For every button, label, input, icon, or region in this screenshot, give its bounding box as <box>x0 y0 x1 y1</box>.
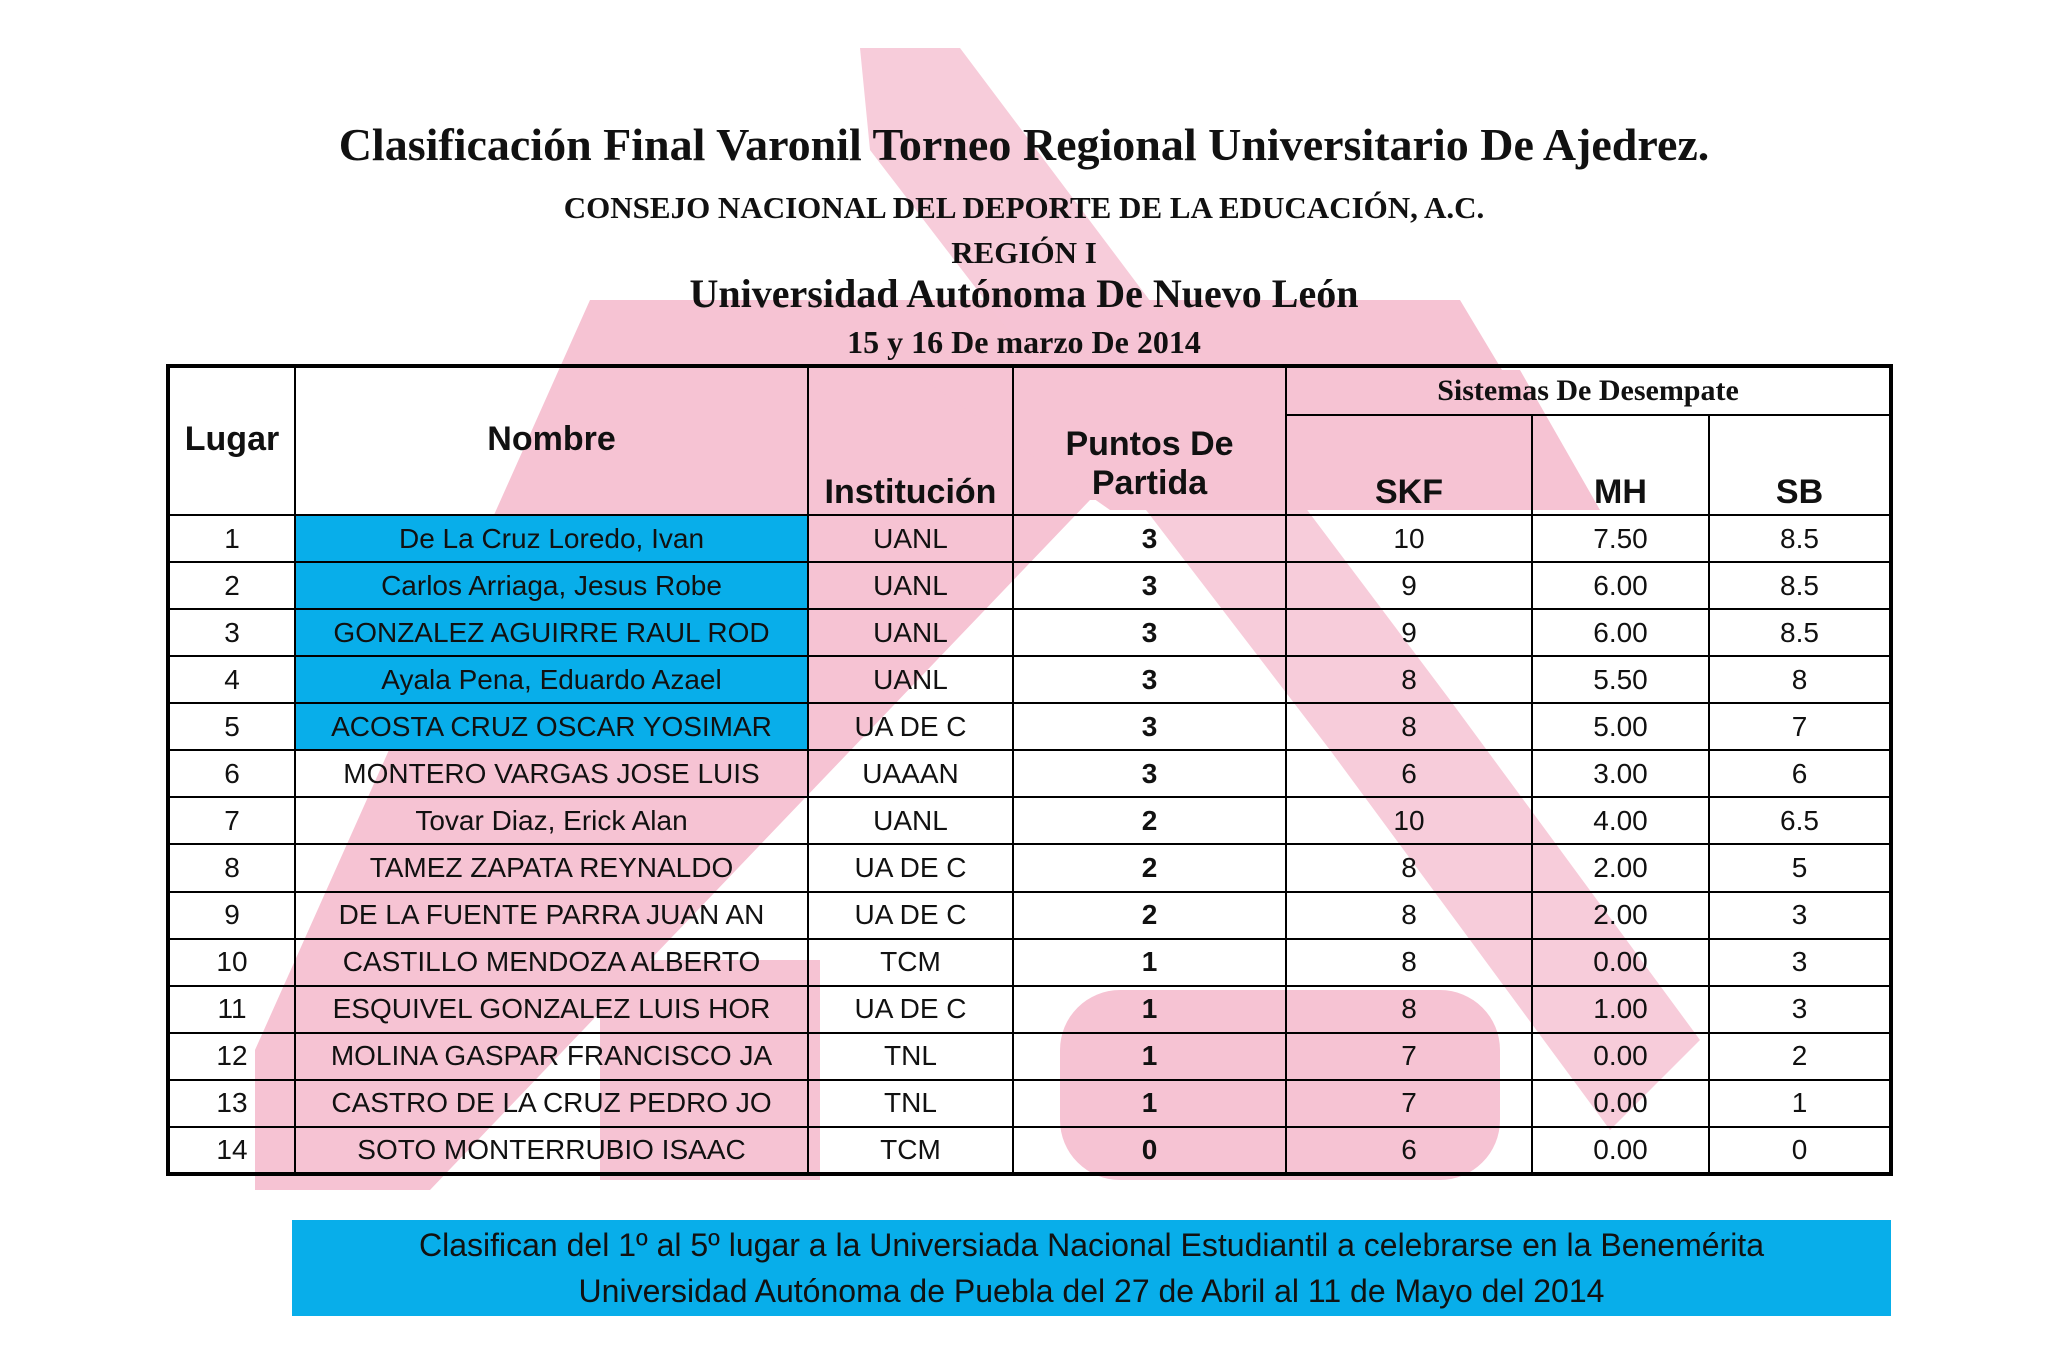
place-cell: 5 <box>168 703 295 750</box>
institution-cell: UANL <box>808 609 1013 656</box>
table-row <box>168 750 1891 797</box>
mh-cell: 0.00 <box>1532 1033 1709 1080</box>
sb-cell: 0 <box>1709 1127 1891 1174</box>
sb-cell: 8.5 <box>1709 562 1891 609</box>
institution-cell: UANL <box>808 797 1013 844</box>
table-row <box>168 656 1891 703</box>
place-cell: 8 <box>168 844 295 891</box>
table-row <box>168 703 1891 750</box>
mh-cell: 6.00 <box>1532 562 1709 609</box>
place-cell: 13 <box>168 1080 295 1127</box>
points-cell: 3 <box>1013 656 1286 703</box>
points-cell: 3 <box>1013 515 1286 562</box>
institution-cell: UANL <box>808 562 1013 609</box>
header-points-line2: Partida <box>1091 464 1208 502</box>
mh-cell: 0.00 <box>1532 1080 1709 1127</box>
header-name: Nombre <box>295 366 808 515</box>
institution-cell: TNL <box>808 1080 1013 1127</box>
table-row <box>168 986 1891 1033</box>
skf-cell: 9 <box>1286 562 1532 609</box>
header-points <box>1013 366 1286 515</box>
name-cell: ESQUIVEL GONZALEZ LUIS HOR <box>295 986 808 1033</box>
header-mh: MH <box>1532 415 1709 515</box>
skf-cell: 8 <box>1286 892 1532 939</box>
points-cell: 0 <box>1013 1127 1286 1174</box>
table-row <box>168 1080 1891 1127</box>
institution-cell: TNL <box>808 1033 1013 1080</box>
results-table <box>166 364 1893 1176</box>
name-cell: GONZALEZ AGUIRRE RAUL ROD <box>295 609 808 656</box>
mh-cell: 0.00 <box>1532 939 1709 986</box>
institution-cell: UA DE C <box>808 986 1013 1033</box>
host-university: Universidad Autónoma De Nuevo León <box>689 271 1359 316</box>
skf-cell: 7 <box>1286 1033 1532 1080</box>
qualification-note <box>292 1220 1891 1316</box>
mh-cell: 2.00 <box>1532 844 1709 891</box>
skf-cell: 8 <box>1286 703 1532 750</box>
table-row <box>168 892 1891 939</box>
name-cell: Ayala Pena, Eduardo Azael <box>295 656 808 703</box>
name-cell: DE LA FUENTE PARRA JUAN AN <box>295 892 808 939</box>
sb-cell: 6 <box>1709 750 1891 797</box>
skf-cell: 7 <box>1286 1080 1532 1127</box>
institution-cell: UAAAN <box>808 750 1013 797</box>
skf-cell: 10 <box>1286 515 1532 562</box>
mh-cell: 4.00 <box>1532 797 1709 844</box>
skf-cell: 8 <box>1286 986 1532 1033</box>
sb-cell: 2 <box>1709 1033 1891 1080</box>
skf-cell: 8 <box>1286 844 1532 891</box>
sb-cell: 3 <box>1709 939 1891 986</box>
table-row <box>168 939 1891 986</box>
skf-cell: 9 <box>1286 609 1532 656</box>
place-cell: 4 <box>168 656 295 703</box>
place-cell: 9 <box>168 892 295 939</box>
skf-cell: 6 <box>1286 750 1532 797</box>
institution-cell: UANL <box>808 515 1013 562</box>
name-cell: Tovar Diaz, Erick Alan <box>295 797 808 844</box>
name-cell: CASTILLO MENDOZA ALBERTO <box>295 939 808 986</box>
sb-cell: 1 <box>1709 1080 1891 1127</box>
table-row <box>168 562 1891 609</box>
points-cell: 3 <box>1013 703 1286 750</box>
mh-cell: 5.00 <box>1532 703 1709 750</box>
table-row <box>168 844 1891 891</box>
name-cell: De La Cruz Loredo, Ivan <box>295 515 808 562</box>
place-cell: 11 <box>168 986 295 1033</box>
header-skf: SKF <box>1286 415 1532 515</box>
points-cell: 3 <box>1013 750 1286 797</box>
header-points-line1: Puntos De <box>1065 425 1234 463</box>
points-cell: 2 <box>1013 892 1286 939</box>
document-title: Clasificación Final Varonil Torneo Regional Universitario De Ajedrez. <box>338 119 1710 170</box>
place-cell: 6 <box>168 750 295 797</box>
mh-cell: 2.00 <box>1532 892 1709 939</box>
header-place: Lugar <box>168 366 295 515</box>
points-cell: 1 <box>1013 986 1286 1033</box>
place-cell: 14 <box>168 1127 295 1174</box>
points-cell: 1 <box>1013 1033 1286 1080</box>
place-cell: 7 <box>168 797 295 844</box>
points-cell: 1 <box>1013 939 1286 986</box>
header-sb: SB <box>1709 415 1891 515</box>
name-cell: MOLINA GASPAR FRANCISCO JA <box>295 1033 808 1080</box>
sb-cell: 3 <box>1709 892 1891 939</box>
table-row <box>168 797 1891 844</box>
place-cell: 3 <box>168 609 295 656</box>
points-cell: 3 <box>1013 609 1286 656</box>
header-tiebreak-systems: Sistemas De Desempate <box>1286 366 1891 415</box>
name-cell: Carlos Arriaga, Jesus Robe <box>295 562 808 609</box>
sb-cell: 7 <box>1709 703 1891 750</box>
place-cell: 10 <box>168 939 295 986</box>
place-cell: 12 <box>168 1033 295 1080</box>
institution-cell: UA DE C <box>808 844 1013 891</box>
sb-cell: 5 <box>1709 844 1891 891</box>
institution-cell: TCM <box>808 939 1013 986</box>
points-cell: 3 <box>1013 562 1286 609</box>
name-cell: SOTO MONTERRUBIO ISAAC <box>295 1127 808 1174</box>
skf-cell: 8 <box>1286 939 1532 986</box>
name-cell: ACOSTA CRUZ OSCAR YOSIMAR <box>295 703 808 750</box>
mh-cell: 0.00 <box>1532 1127 1709 1174</box>
mh-cell: 3.00 <box>1532 750 1709 797</box>
council-name: CONSEJO NACIONAL DEL DEPORTE DE LA EDUCACIÓN, A.C. <box>563 190 1485 225</box>
institution-cell: TCM <box>808 1127 1013 1174</box>
sb-cell: 8 <box>1709 656 1891 703</box>
place-cell: 1 <box>168 515 295 562</box>
skf-cell: 6 <box>1286 1127 1532 1174</box>
sb-cell: 6.5 <box>1709 797 1891 844</box>
mh-cell: 5.50 <box>1532 656 1709 703</box>
name-cell: MONTERO VARGAS JOSE LUIS <box>295 750 808 797</box>
skf-cell: 8 <box>1286 656 1532 703</box>
header-institution: Institución <box>808 366 1013 515</box>
sb-cell: 3 <box>1709 986 1891 1033</box>
points-cell: 2 <box>1013 844 1286 891</box>
skf-cell: 10 <box>1286 797 1532 844</box>
points-cell: 1 <box>1013 1080 1286 1127</box>
sb-cell: 8.5 <box>1709 609 1891 656</box>
place-cell: 2 <box>168 562 295 609</box>
event-dates: 15 y 16 De marzo De 2014 <box>847 324 1201 360</box>
qualification-note-line1: Clasifican del 1º al 5º lugar a la Universiada Nacional Estudiantil a celebrarse en la Benemérita <box>419 1227 1764 1263</box>
table-row <box>168 1127 1891 1174</box>
points-cell: 2 <box>1013 797 1286 844</box>
qualification-note-line2: Universidad Autónoma de Puebla del 27 de Abril al 11 de Mayo del 2014 <box>578 1273 1605 1309</box>
region-label: REGIÓN I <box>951 235 1097 270</box>
institution-cell: UA DE C <box>808 892 1013 939</box>
mh-cell: 7.50 <box>1532 515 1709 562</box>
sb-cell: 8.5 <box>1709 515 1891 562</box>
mh-cell: 6.00 <box>1532 609 1709 656</box>
institution-cell: UANL <box>808 656 1013 703</box>
name-cell: TAMEZ ZAPATA REYNALDO <box>295 844 808 891</box>
institution-cell: UA DE C <box>808 703 1013 750</box>
table-row <box>168 609 1891 656</box>
table-row <box>168 1033 1891 1080</box>
table-row <box>168 515 1891 562</box>
name-cell: CASTRO DE LA CRUZ PEDRO JO <box>295 1080 808 1127</box>
mh-cell: 1.00 <box>1532 986 1709 1033</box>
